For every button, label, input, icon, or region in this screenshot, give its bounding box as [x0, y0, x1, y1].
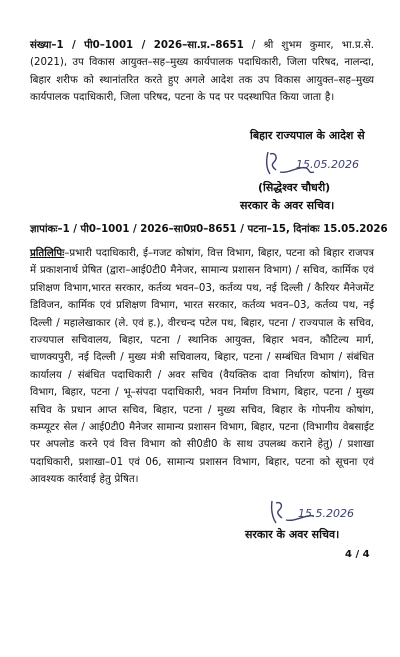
handwritten-signature-2	[268, 495, 358, 527]
signatory-name: (सिद्धेश्वर चौधरी)	[258, 181, 331, 194]
signatory-2-designation: सरकार के अवर सचिव।	[245, 528, 340, 541]
signature-date-1: 15.05.2026	[296, 158, 359, 171]
copy-label: प्रतिलिपिः	[30, 248, 65, 259]
copy-paragraph	[30, 245, 374, 489]
memo-number: ज्ञापांकः–1 / पी0–1001 / 2026–सा0प्र0–8651 / पटना–15, दिनांकः 15.05.2026	[30, 224, 388, 235]
by-order-of-governor: बिहार राज्यपाल के आदेश से	[250, 129, 365, 142]
order-text: / श्री शुभम कुमार, भा.प्र.से. (2021), उप विकास आयुक्त–सह–मुख्य कार्यपालक पदाधिकारी, जिला परिषद, नालन्दा, बिहार शरीफ को स्थानांतरित करते हुए अगले आदेश तक उप विकास आयुक्त–सह–मुख्य कार्यपालक पदाधिकारी, जिला परिषद, पटना के पद पर पदस्थापित किया जाता है।	[30, 40, 374, 104]
copy-text: –प्रभारी पदाधिकारी, ई–गजट कोषांग, वित्त विभाग, बिहार, पटना को बिहार राजपत्र में प्रकाशनार्थ प्रेषित (द्वारा–आई0टी0 मैनेजर, सामान्य प्रशासन विभाग) / सचिव, कार्मिक एवं प्रशिक्षण विभाग,भारत सरकार, कर्तव्य भवन–03, कर्तव्य पथ, नई दिल्ली / कैरियर मैनेजमेंट डिविजन, कार्मिक एवं प्रशिक्षण विभाग, भारत सरकार, कर्तव्य भवन–03, कर्तव्य पथ, नई दिल्ली / महालेखाकार (ले. एवं ह.), वीरचन्द पटेल पथ, बिहार, पटना / राज्यपाल के सचिव, राज्यपाल सचिवालय, बिहार, पटना / स्थानिक आयुक्त, बिहार भवन, कौटिल्य मार्ग, चाणक्यपुरी, नई दिल्ली / मुख्य मंत्री सचिवालय, बिहार, पटना / सम्बंधित विभाग / संबंधित कार्यालय / संबंधित पदाधिकारी / अवर सचिव (वैयक्तिक दावा निर्धारण कोषांग), वित्त विभाग, बिहार, पटना / भू–संपदा पदाधिकारी, भवन निर्माण विभाग, बिहार, पटना / मुख्य सचिव के प्रधान आप्त सचिव, बिहार, पटना / मुख्य सचिव, बिहार के गोपनीय कोषांग, कम्प्यूटर सेल / आई0टी0 मैनेजर सामान्य प्रशासन विभाग, बिहार, पटना (विभागीय वेबसाईट पर अपलोड करने एवं वित्त विभाग को सी0डी0 के साथ उपलब्ध कराने हेतु) / प्रशाखा पदाधिकारी, प्रशाखा–01 एवं 06, सामान्य प्रशासन विभाग, बिहार, पटना को सूचना एवं आवश्यक कार्रवाई हेतु प्रेषित।	[30, 248, 374, 486]
order-reference: संख्या–1 / पी0–1001 / 2026–सा.प्र.–8651	[30, 40, 244, 51]
order-paragraph	[30, 37, 374, 107]
signatory-designation: सरकार के अवर सचिव।	[240, 199, 335, 212]
page-number: 4 / 4	[345, 549, 370, 560]
handwritten-signature-1	[262, 148, 359, 180]
signature-date-2: 15.5.2026	[298, 507, 354, 520]
